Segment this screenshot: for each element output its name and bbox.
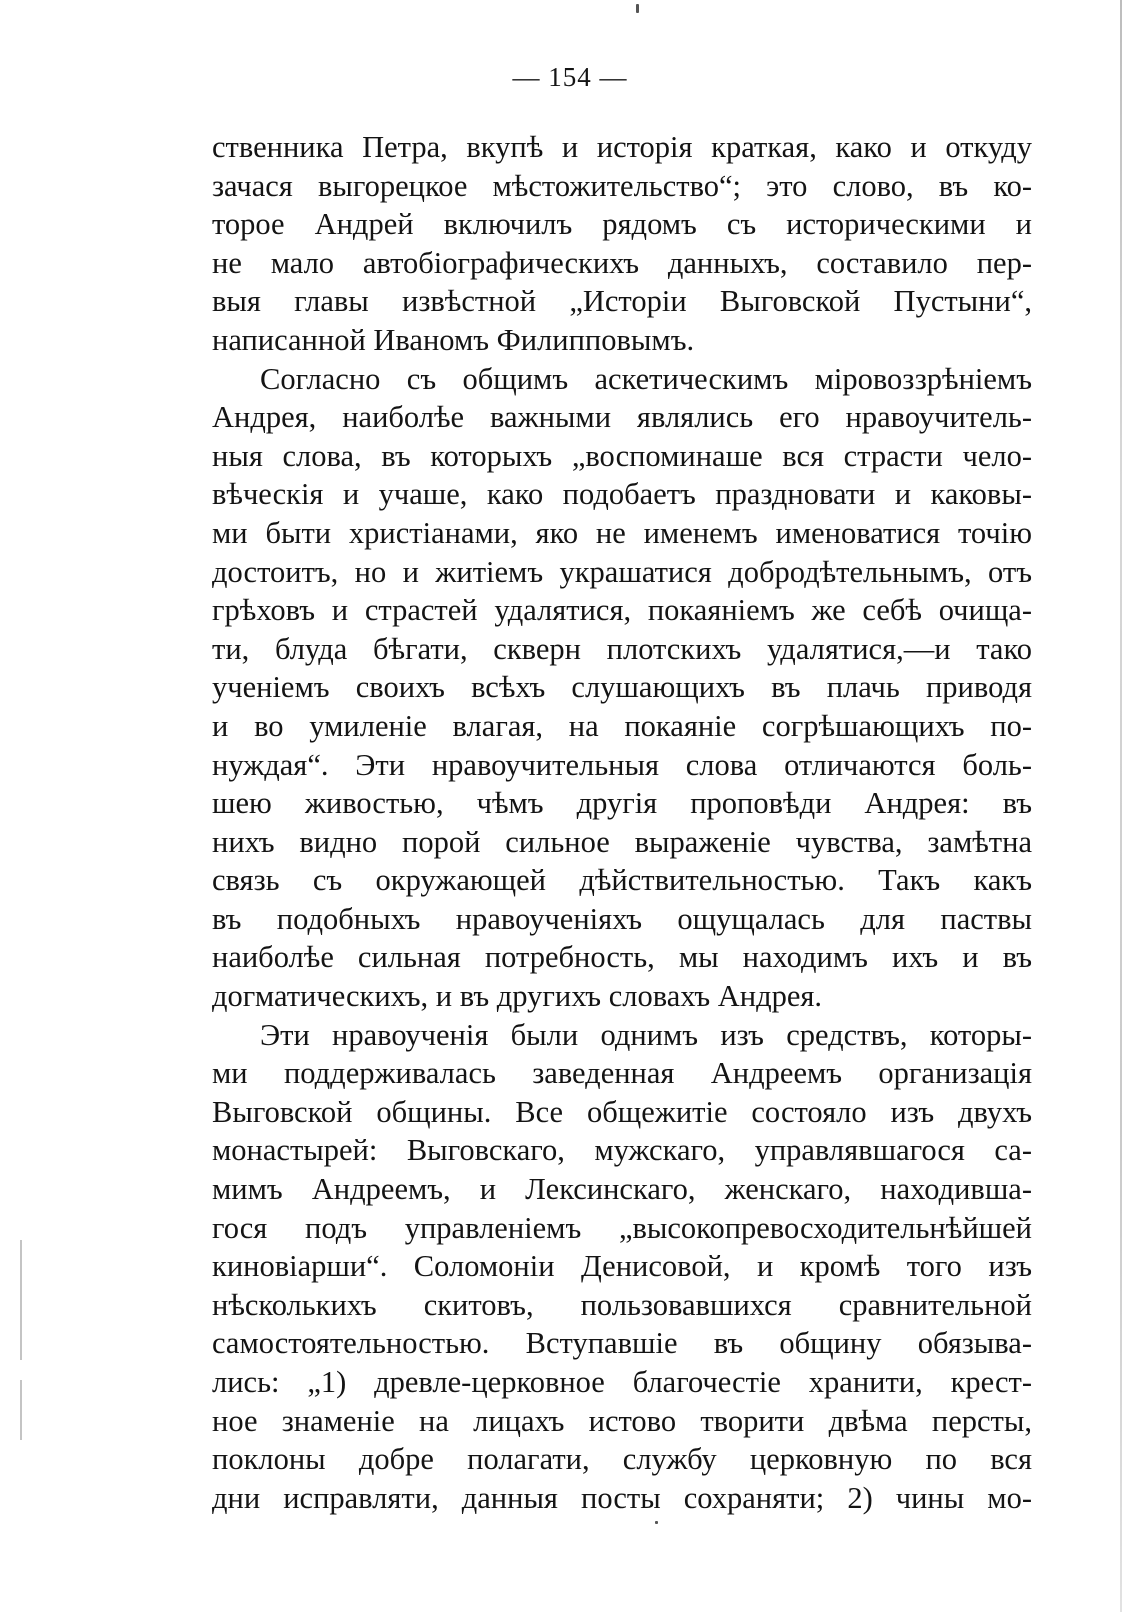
text-line: нѣсколькихъ скитовъ, пользовавшихся сравнительной <box>212 1287 1032 1322</box>
text-line: нихъ видно порой сильное выраженіе чувства, замѣтна <box>212 824 1032 859</box>
text-line: ти, блуда бѣгати, скверн плотскихъ удалятися,—и тако <box>212 631 1032 666</box>
page-edge-shadow <box>1120 0 1122 1612</box>
text-line: Андрея, наиболѣе важными являлись его нравоучитель- <box>212 400 1032 435</box>
text-line: поклоны добре полагати, службу церковную по вся <box>212 1442 1032 1477</box>
text-line: въ подобныхъ нравоученіяхъ ощущалась для паствы <box>212 901 1032 936</box>
text-line: ми поддерживалась заведенная Андреемъ организація <box>212 1056 1032 1091</box>
text-line: грѣховъ и страстей удалятися, покаяніемъ же себѣ очища- <box>212 593 1032 628</box>
text-line: нуждая“. Эти нравоучительныя слова отличаются боль- <box>212 747 1032 782</box>
text-line: шею живостью, чѣмъ другія проповѣди Андрея: въ <box>212 786 1032 821</box>
paragraph-first-line: Согласно съ общимъ аскетическимъ міровоззрѣніемъ <box>260 361 1032 396</box>
text-line: написанной Иваномъ Филипповымъ. <box>212 322 695 357</box>
body-text <box>212 128 1032 1517</box>
scan-speck <box>636 4 639 13</box>
text-line: киновіарши“. Соломоніи Денисовой, и кромѣ того изъ <box>212 1249 1032 1284</box>
text-line: монастырей: Выговскаго, мужскаго, управлявшагося са- <box>212 1133 1032 1168</box>
page-number: — 154 — <box>512 62 628 92</box>
text-line: дни исправляти, данныя посты сохраняти; 2) чины мо- <box>212 1480 1032 1515</box>
text-line: Выговской общины. Все общежитіе состояло изъ двухъ <box>212 1094 1032 1129</box>
text-line: ми быти христіанами, яко не именемъ именоватися точію <box>212 515 1032 550</box>
text-line: самостоятельностью. Вступавшіе въ общину обязыва- <box>212 1326 1032 1361</box>
margin-scan-mark <box>20 1240 22 1360</box>
text-line: зачася выгорецкое мѣстожительство“; это слово, въ ко- <box>212 168 1032 203</box>
text-line: ное знаменіе на лицахъ истово творити двѣма персты, <box>212 1403 1032 1438</box>
text-line: достоитъ, но и житіемъ украшатися добродѣтельнымъ, отъ <box>212 554 1032 589</box>
text-line: торое Андрей включилъ рядомъ съ историческими и <box>212 207 1032 242</box>
text-line: вѣческія и учаше, како подобаетъ праздновати и каковы- <box>212 477 1032 512</box>
text-line: ныя слова, въ которыхъ „воспоминаше вся страсти чело- <box>212 438 1032 473</box>
margin-scan-mark <box>20 1380 22 1440</box>
text-line: мимъ Андреемъ, и Лексинскаго, женскаго, находивша- <box>212 1172 1032 1207</box>
text-line: выя главы извѣстной „Исторіи Выговской Пустыни“, <box>212 284 1032 319</box>
paragraph-first-line: Эти нравоученія были однимъ изъ средствъ, которы- <box>260 1017 1032 1052</box>
text-line: не мало автобіографическихъ данныхъ, составило пер- <box>212 245 1032 280</box>
text-line: лись: „1) древле-церковное благочестіе хранити, крест- <box>212 1365 1032 1399</box>
text-line: гося подъ управленіемъ „высокопревосходительнѣйшей <box>212 1210 1032 1245</box>
text-line: ученіемъ своихъ всѣхъ слушающихъ въ плачь приводя <box>212 670 1032 705</box>
text-line: наиболѣе сильная потребность, мы находимъ ихъ и въ <box>212 940 1032 975</box>
text-line: догматическихъ, и въ другихъ словахъ Андрея. <box>212 979 823 1014</box>
text-line: и во умиленіе влагая, на покаяніе согрѣшающихъ по- <box>212 708 1032 743</box>
text-line: ственника Петра, вкупѣ и исторія краткая, како и откуду <box>212 130 1032 164</box>
text-line: связь съ окружающей дѣйствительностью. Такъ какъ <box>212 863 1032 898</box>
scan-speck <box>655 1521 658 1524</box>
